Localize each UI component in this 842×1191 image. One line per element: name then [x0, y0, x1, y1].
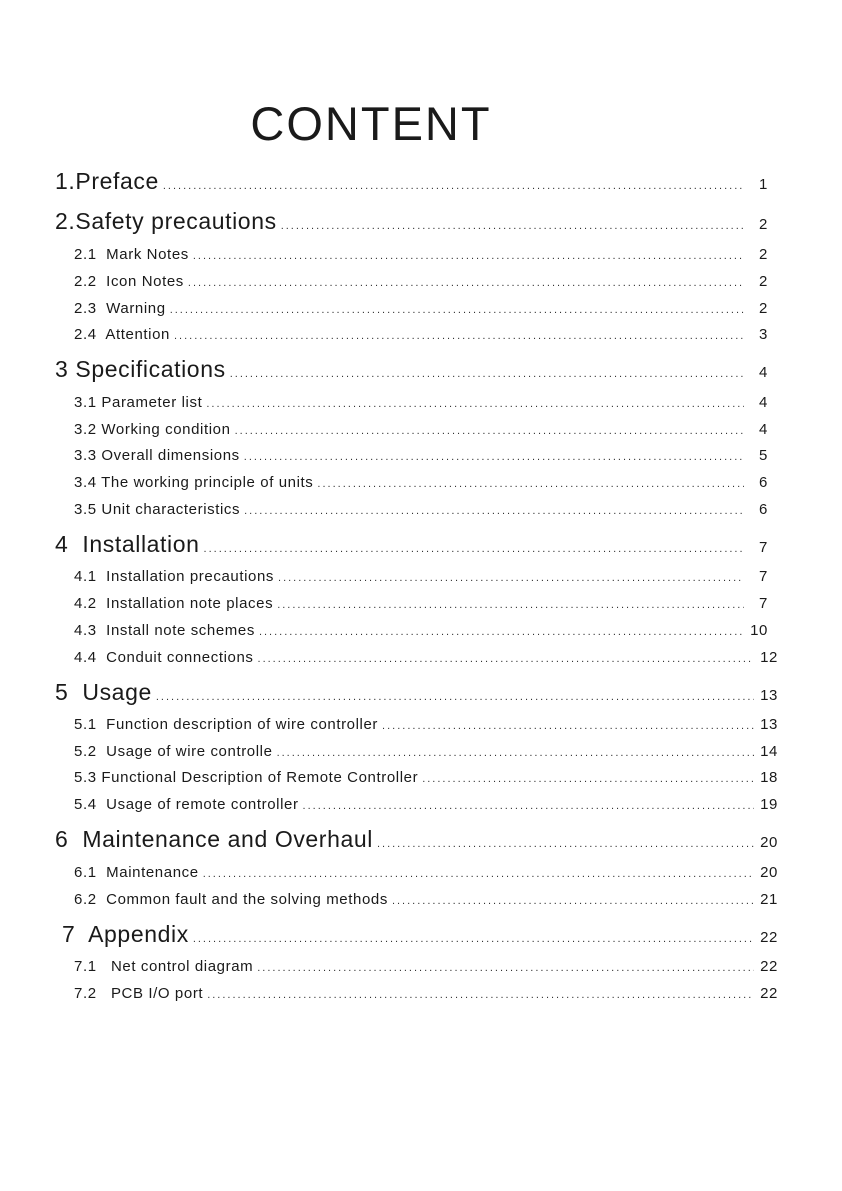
- dot-leader: [278, 572, 744, 584]
- dot-leader: [188, 277, 744, 289]
- toc-page-number: 12: [760, 649, 778, 666]
- dot-leader: [206, 398, 744, 410]
- toc-item-5-4[interactable]: [74, 796, 778, 813]
- dot-leader: [382, 720, 754, 732]
- toc-section-title: 7 Appendix: [62, 921, 189, 947]
- toc-item-title: 3.3 Overall dimensions: [74, 447, 240, 464]
- toc-item-7-2[interactable]: [74, 985, 778, 1002]
- toc-page-number: 1: [759, 176, 768, 193]
- toc-item-title: 4.4 Conduit connections: [74, 649, 254, 666]
- toc-section-title: 3 Specifications: [55, 356, 226, 382]
- toc-page-number: 2: [759, 300, 768, 317]
- toc-item-2-3[interactable]: [74, 300, 768, 317]
- toc-section-7[interactable]: [62, 921, 778, 948]
- toc-page-number: 4: [759, 421, 768, 438]
- toc-item-3-4[interactable]: [74, 474, 768, 491]
- toc-page-number: 3: [759, 326, 768, 343]
- toc-item-title: 2.4 Attention: [74, 326, 170, 343]
- dot-leader: [277, 599, 744, 611]
- toc-item-title: 5.3 Functional Description of Remote Controller: [74, 769, 419, 786]
- toc-item-title: 3.5 Unit characteristics: [74, 501, 241, 518]
- dot-leader: [207, 989, 754, 1001]
- toc-section-6[interactable]: [55, 826, 778, 853]
- toc-page-number: 14: [760, 743, 778, 760]
- dot-leader: [203, 868, 754, 880]
- toc-page-number: 2: [759, 273, 768, 290]
- dot-leader: [170, 304, 744, 316]
- toc-item-title: 6.1 Maintenance: [74, 864, 199, 881]
- dot-leader: [244, 451, 744, 463]
- dot-leader: [163, 180, 744, 192]
- toc-page-number: 13: [760, 716, 778, 733]
- dot-leader: [174, 330, 744, 342]
- toc-page-number: 13: [760, 687, 778, 704]
- toc-item-4-4[interactable]: [74, 649, 778, 666]
- toc-page-number: 21: [760, 891, 778, 908]
- toc-section-title: 2.Safety precautions: [55, 208, 277, 234]
- toc-section-4[interactable]: [55, 531, 768, 558]
- toc-section-title: 4 Installation: [55, 531, 200, 557]
- toc-section-5[interactable]: [55, 679, 778, 706]
- toc-item-title: 2.3 Warning: [74, 300, 166, 317]
- toc-item-title: 3.1 Parameter list: [74, 394, 203, 411]
- toc-item-5-1[interactable]: [74, 716, 778, 733]
- dot-leader: [204, 543, 744, 555]
- toc-page-number: 7: [759, 595, 768, 612]
- toc-item-5-3[interactable]: [74, 769, 778, 786]
- dot-leader: [317, 478, 744, 490]
- dot-leader: [193, 933, 754, 945]
- toc-item-title: 5.2 Usage of wire controlle: [74, 743, 273, 760]
- toc-item-6-1[interactable]: [74, 864, 778, 881]
- toc-page-number: 4: [759, 364, 768, 381]
- toc-page-number: 22: [760, 958, 778, 975]
- dot-leader: [277, 747, 754, 759]
- toc-item-3-2[interactable]: [74, 421, 768, 438]
- dot-leader: [235, 425, 744, 437]
- dot-leader: [392, 895, 754, 907]
- toc-item-2-1[interactable]: [74, 246, 768, 263]
- page-title: CONTENT: [250, 97, 492, 150]
- toc-page-number: 22: [760, 929, 778, 946]
- toc-item-2-2[interactable]: [74, 273, 768, 290]
- dot-leader: [156, 691, 754, 703]
- toc-item-4-2[interactable]: [74, 595, 768, 612]
- toc-page-number: 2: [759, 216, 768, 233]
- dot-leader: [258, 653, 754, 665]
- toc-item-title: 2.2 Icon Notes: [74, 273, 184, 290]
- toc-item-title: 4.3 Install note schemes: [74, 622, 255, 639]
- toc-item-5-2[interactable]: [74, 743, 778, 760]
- toc-item-2-4[interactable]: [74, 326, 768, 343]
- toc-item-3-1[interactable]: [74, 394, 768, 411]
- toc-item-title: 2.1 Mark Notes: [74, 246, 189, 263]
- toc-item-4-1[interactable]: [74, 568, 768, 585]
- toc-page-number: 20: [760, 834, 778, 851]
- dot-leader: [193, 250, 744, 262]
- toc-page-number: 6: [759, 501, 768, 518]
- toc-item-title: 4.2 Installation note places: [74, 595, 274, 612]
- toc-item-title: 7.1 Net control diagram: [74, 958, 254, 975]
- toc-item-title: 7.2 PCB I/O port: [74, 985, 204, 1002]
- toc-page-number: 2: [759, 246, 768, 263]
- toc-item-title: 5.4 Usage of remote controller: [74, 796, 299, 813]
- dot-leader: [377, 838, 754, 850]
- toc-section-2[interactable]: [55, 208, 768, 235]
- dot-leader: [230, 368, 744, 380]
- dot-leader: [259, 626, 744, 638]
- toc-section-3[interactable]: [55, 356, 768, 383]
- toc-item-title: 3.4 The working principle of units: [74, 474, 314, 491]
- toc-page-number: 6: [759, 474, 768, 491]
- toc-page-number: 7: [759, 568, 768, 585]
- dot-leader: [422, 773, 754, 785]
- toc-page-number: 4: [759, 394, 768, 411]
- dot-leader: [303, 800, 754, 812]
- toc-item-4-3[interactable]: [74, 622, 768, 639]
- dot-leader: [281, 220, 744, 232]
- toc-page-number: 22: [760, 985, 778, 1002]
- toc-section-title: 5 Usage: [55, 679, 152, 705]
- toc-page-number: 19: [760, 796, 778, 813]
- toc-page-number: 20: [760, 864, 778, 881]
- toc-page-number: 5: [759, 447, 768, 464]
- toc-item-7-1[interactable]: [74, 958, 778, 975]
- toc-section-1[interactable]: [55, 168, 768, 195]
- toc-item-3-5[interactable]: [74, 501, 768, 518]
- toc-item-6-2[interactable]: [74, 891, 778, 908]
- toc-section-title: 6 Maintenance and Overhaul: [55, 826, 373, 852]
- toc-page-number: 18: [760, 769, 778, 786]
- toc-item-3-3[interactable]: [74, 447, 768, 464]
- toc-item-title: 6.2 Common fault and the solving methods: [74, 891, 388, 908]
- dot-leader: [244, 505, 744, 517]
- toc-item-title: 3.2 Working condition: [74, 421, 231, 438]
- toc-item-title: 5.1 Function description of wire controller: [74, 716, 379, 733]
- toc-page-number: 7: [759, 539, 768, 556]
- toc-item-title: 4.1 Installation precautions: [74, 568, 275, 585]
- toc-section-title: 1.Preface: [55, 168, 159, 194]
- toc-page-number: 10: [750, 622, 768, 639]
- dot-leader: [257, 962, 754, 974]
